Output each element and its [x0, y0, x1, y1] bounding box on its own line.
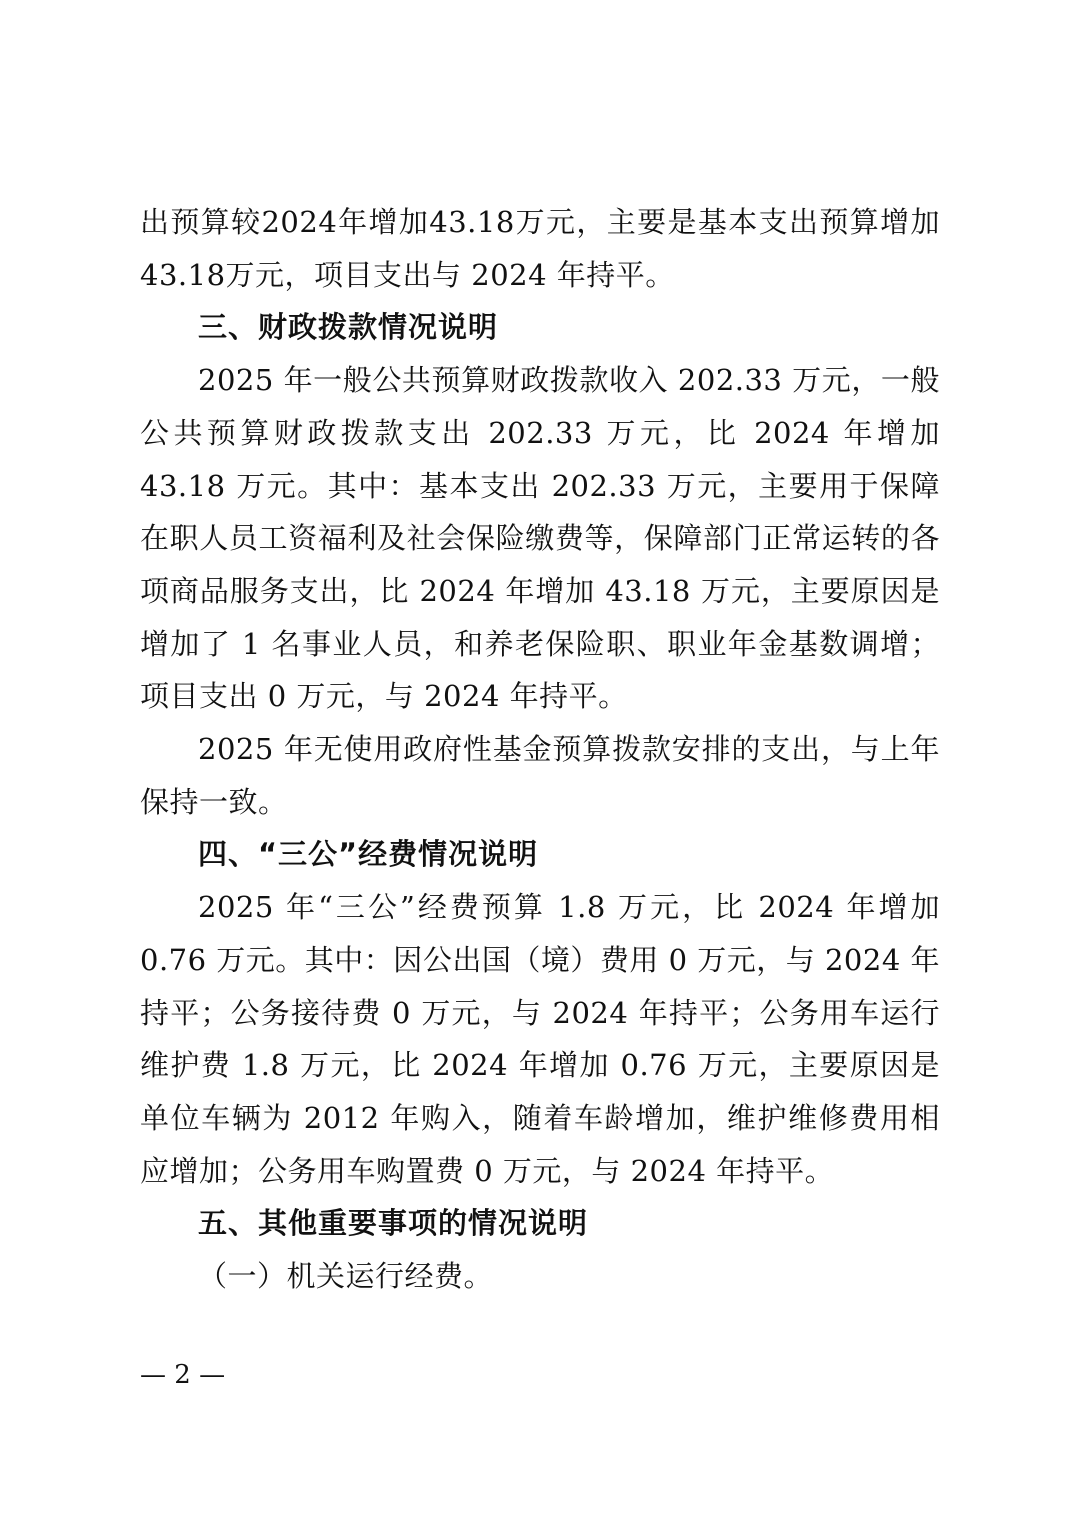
section-heading-other-matters: 五、其他重要事项的情况说明 — [198, 1206, 589, 1241]
section-heading-three-public-expenses: 四、“三公”经费情况说明 — [198, 837, 539, 872]
page-number: — 2 — — [140, 1360, 226, 1390]
subheading-operating-expenses: （一）机关运行经费。 — [198, 1259, 494, 1294]
paragraph-government-fund: 2025 年无使用政府性基金预算拨款安排的支出，与上年保持一致。 — [140, 732, 940, 819]
paragraph-general-budget: 2025 年一般公共预算财政拨款收入 202.33 万元，一般公共预算财政拨款支出 202.33 万元，比 2024 年增加 43.18 万元。其中：基本支出 202.33 万元，主要用于保障在职人员工资福利及社会保险缴费等，保障部门正常运转的各项商品服务支出，比 2024 年增加 43.18 万元，主要原因是增加了 1 名事业人员，和养老保险职、职业年金基数调增；项目支出 0 万元，与 2024 年持平。 — [140, 363, 940, 714]
paragraph-budget-continuation: 出预算较2024年增加43.18万元，主要是基本支出预算增加43.18万元，项目支出与 2024 年持平。 — [140, 205, 940, 292]
section-heading-fiscal-appropriation: 三、财政拨款情况说明 — [198, 310, 499, 345]
document-body — [140, 196, 940, 1303]
paragraph-three-public-expenses: 2025 年“三公”经费预算 1.8 万元，比 2024 年增加 0.76 万元。其中：因公出国（境）费用 0 万元，与 2024 年持平；公务接待费 0 万元，与 2024 年持平；公务用车运行维护费 1.8 万元，比 2024 年增加 0.76 万元，主要原因是单位车辆为 2012 年购入，随着车龄增加，维护维修费用相应增加；公务用车购置费 0 万元，与 2024 年持平。 — [140, 890, 940, 1188]
